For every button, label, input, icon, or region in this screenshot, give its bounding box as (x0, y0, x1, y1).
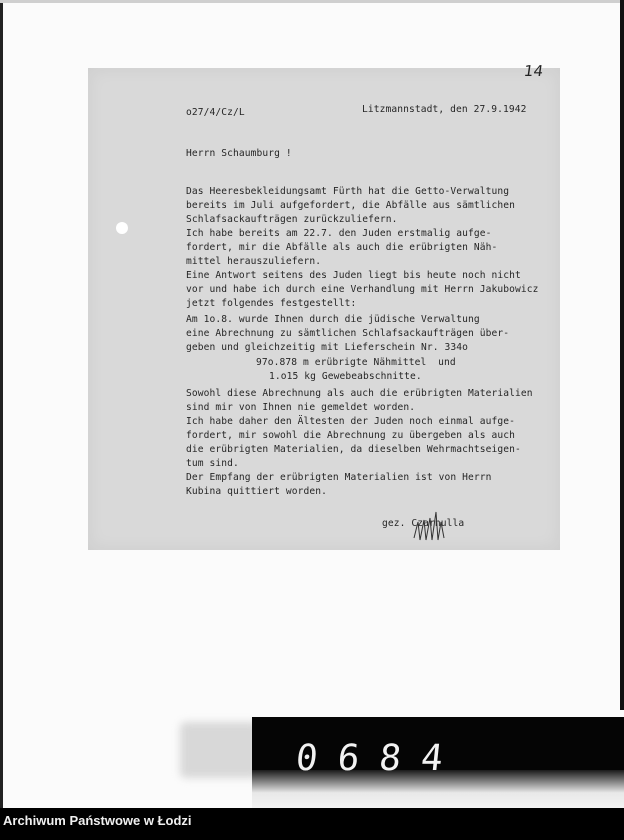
body-line: sind mir von Ihnen nie gemeldet worden. (186, 402, 416, 413)
film-shadow (180, 722, 260, 778)
dateline: Litzmannstadt, den 27.9.1942 (362, 104, 527, 115)
salutation: Herrn Schaumburg ! (186, 148, 292, 159)
body-line: geben und gleichzeitig mit Lieferschein Nr. 334o (186, 342, 469, 353)
reference-code: o27/4/Cz/L (186, 107, 245, 118)
body-line: Eine Antwort seitens des Juden liegt bis heute noch nicht (186, 270, 521, 281)
punch-hole (116, 222, 128, 234)
body-line: fordert, mir sowohl die Abrechnung zu übergeben als auch (186, 430, 516, 441)
body-line: Kubina quittiert worden. (186, 486, 328, 497)
signature-line: gez. Czarnulla (382, 518, 465, 529)
body-line: Sowohl diese Abrechnung als auch die erübrigten Materialien (186, 388, 533, 399)
body-line: Am 1o.8. wurde Ihnen durch die jüdische Verwaltung (186, 314, 480, 325)
item-line: 97o.878 m erübrigte Nähmittel und (256, 357, 456, 368)
handwritten-signature-icon (410, 508, 454, 544)
body-line: Das Heeresbekleidungsamt Fürth hat die Getto-Verwaltung (186, 186, 510, 197)
body-line: fordert, mir die Abfälle als auch die erübrigten Näh- (186, 242, 498, 253)
frame-counter: 0684 (293, 738, 465, 779)
body-line: Der Empfang der erübrigten Materialien ist von Herrn (186, 472, 492, 483)
body-line: Schlafsackaufträgen zurückzuliefern. (186, 214, 398, 225)
body-line: bereits im Juli aufgefordert, die Abfälle aus sämtlichen (186, 200, 516, 211)
body-line: vor und habe ich durch eine Verhandlung mit Herrn Jakubowicz (186, 284, 539, 295)
archive-name: Archiwum Państwowe w Łodzi (3, 813, 192, 828)
folio-number: 14 (522, 62, 545, 80)
body-line: jetzt folgendes festgestellt: (186, 298, 357, 309)
body-line: eine Abrechnung zu sämtlichen Schlafsackaufträgen über- (186, 328, 510, 339)
film-frame-top-edge (0, 0, 624, 3)
body-line: mittel herauszuliefern. (186, 256, 322, 267)
item-line: 1.o15 kg Gewebeabschnitte. (269, 371, 422, 382)
body-line: Ich habe bereits am 22.7. den Juden erstmalig aufge- (186, 228, 492, 239)
body-line: tum sind. (186, 458, 239, 469)
film-frame-right-edge (620, 0, 624, 710)
body-line: die erübrigten Materialien, da dieselben Wehrmachtseigen- (186, 444, 521, 455)
body-line: Ich habe daher den Ältesten der Juden noch einmal aufge- (186, 416, 516, 427)
